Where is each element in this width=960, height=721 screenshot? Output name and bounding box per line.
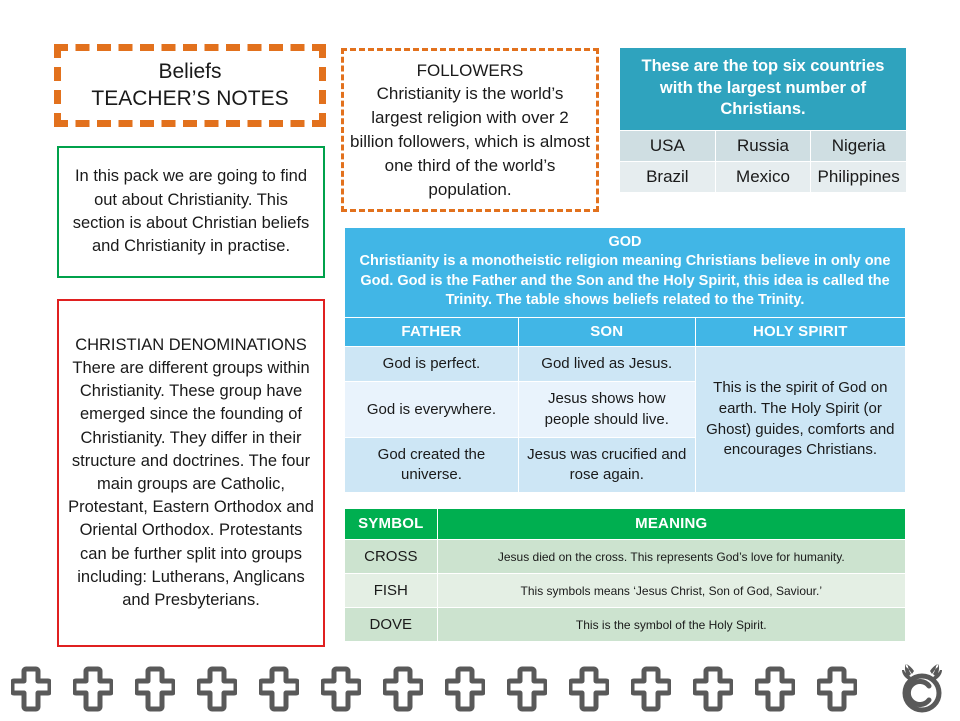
followers-text: Christianity is the world’s largest religion with over 2 billion followers, which is almost one third of the world’s population. xyxy=(350,84,590,199)
column-header-holy-spirit: HOLY SPIRIT xyxy=(695,318,905,347)
father-cell: God is everywhere. xyxy=(345,382,519,438)
son-cell: God lived as Jesus. xyxy=(518,347,695,382)
cross-icon xyxy=(744,660,806,718)
cross-icon xyxy=(310,660,372,718)
meaning-cell: Jesus died on the cross. This represents God’s love for humanity. xyxy=(437,540,905,574)
cross-icon xyxy=(62,660,124,718)
country-cell: USA xyxy=(620,131,716,162)
country-cell: Mexico xyxy=(715,162,811,193)
column-header-son: SON xyxy=(518,318,695,347)
god-banner xyxy=(345,228,906,318)
top-countries-table xyxy=(619,47,907,193)
title-line-2: TEACHER’S NOTES xyxy=(91,86,289,110)
symbol-cell: CROSS xyxy=(345,540,438,574)
followers-heading: FOLLOWERS xyxy=(416,60,524,80)
table-row xyxy=(345,347,906,382)
country-cell: Brazil xyxy=(620,162,716,193)
cross-icon xyxy=(434,660,496,718)
copyright-antlers-logo-icon xyxy=(893,660,951,716)
column-header-meaning: MEANING xyxy=(437,509,905,540)
holy-spirit-cell: This is the spirit of God on earth. The Holy Spirit (or Ghost) guides, comforts and encourages Christians. xyxy=(695,347,905,493)
title-line-1: Beliefs xyxy=(158,59,222,83)
column-header-father: FATHER xyxy=(345,318,519,347)
cross-icon xyxy=(0,660,62,718)
trinity-header-row xyxy=(345,318,906,347)
country-cell: Russia xyxy=(715,131,811,162)
title-box-lines xyxy=(91,59,288,113)
table-row xyxy=(345,574,906,608)
countries-header-row xyxy=(620,48,907,131)
footer-cross-strip xyxy=(0,658,960,720)
table-row xyxy=(620,162,907,193)
teacher-notes-title-box xyxy=(54,44,326,127)
father-cell: God is perfect. xyxy=(345,347,519,382)
symbols-meaning-table xyxy=(344,508,906,642)
symbol-cell: DOVE xyxy=(345,608,438,642)
symbols-header-row xyxy=(345,509,906,540)
cross-icon xyxy=(620,660,682,718)
son-cell: Jesus was crucified and rose again. xyxy=(518,437,695,493)
followers-content xyxy=(350,59,590,202)
cross-icon xyxy=(806,660,868,718)
table-row xyxy=(620,131,907,162)
cross-icon xyxy=(682,660,744,718)
cross-icon xyxy=(496,660,558,718)
cross-icon xyxy=(124,660,186,718)
countries-header-text: These are the top six countries with the largest number of Christians. xyxy=(620,48,907,131)
intro-text: In this pack we are going to find out about Christianity. This section is about Christian beliefs and Christianity in practise. xyxy=(72,167,310,256)
intro-text-box xyxy=(57,146,325,278)
country-cell: Nigeria xyxy=(811,131,907,162)
father-cell: God created the universe. xyxy=(345,437,519,493)
god-banner-row xyxy=(345,228,906,318)
denominations-heading: CHRISTIAN DENOMINATIONS xyxy=(75,335,307,354)
god-description: Christianity is a monotheistic religion meaning Christians believe in only one God. God is the Father and the Son and the Holy Spirit, this idea is called the Trinity. The table shows beliefs related to the Trinity. xyxy=(359,253,891,308)
country-cell: Philippines xyxy=(811,162,907,193)
denominations-content xyxy=(65,334,317,612)
followers-text-box xyxy=(341,48,599,212)
son-cell: Jesus shows how people should live. xyxy=(518,382,695,438)
cross-icon xyxy=(248,660,310,718)
column-header-symbol: SYMBOL xyxy=(345,509,438,540)
table-row xyxy=(345,540,906,574)
meaning-cell: This symbols means ‘Jesus Christ, Son of God, Saviour.’ xyxy=(437,574,905,608)
meaning-cell: This is the symbol of the Holy Spirit. xyxy=(437,608,905,642)
cross-icon xyxy=(186,660,248,718)
denominations-text: There are different groups within Christianity. These group have emerged since the founding of Christianity. They differ in their structure and doctrines. The four main groups are Catholic, Protestant, Eastern Orthodox and Oriental Orthodox. Protestants can be further split into groups including: Lutherans, Anglicans and Presbyterians. xyxy=(68,359,314,609)
symbol-cell: FISH xyxy=(345,574,438,608)
cross-icon xyxy=(372,660,434,718)
god-title: GOD xyxy=(608,234,642,250)
christian-denominations-box xyxy=(57,299,325,647)
trinity-beliefs-table xyxy=(344,227,906,493)
table-row xyxy=(345,608,906,642)
cross-icon xyxy=(558,660,620,718)
